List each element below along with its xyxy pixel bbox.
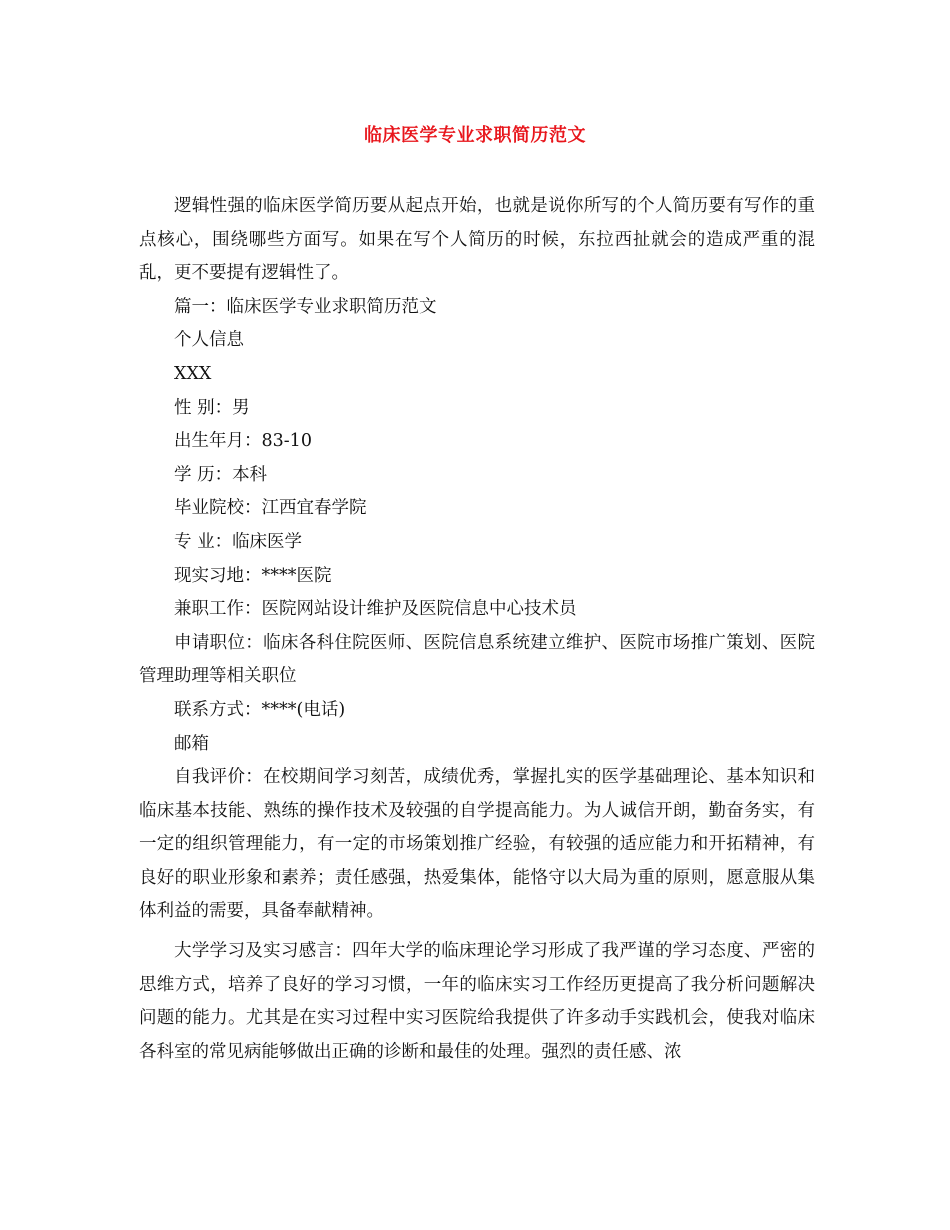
paragraph-position-applied: 申请职位：临床各科住院医师、医院信息系统建立维护、医院市场推广策划、医院管理助理等相关职位 — [139, 632, 815, 687]
document-title: 临床医学专业求职简历范文 — [364, 125, 586, 146]
paragraph-major: 专 业：临床医学 — [174, 531, 303, 552]
paragraph-contact: 联系方式：****(电话) — [174, 699, 346, 720]
paragraph-internship-site: 现实习地：****医院 — [174, 565, 332, 586]
paragraph-self-evaluation: 自我评价：在校期间学习刻苦，成绩优秀，掌握扎实的医学基础理论、基本知识和临床基本技能、熟练的操作技术及较强的自学提高能力。为人诚信开朗，勤奋务实，有一定的组织管理能力，有一定的市场策划推广经验，有较强的适应能力和开拓精神，有良好的职业形象和素养；责任感强，热爱集体，能恪守以大局为重的原则，愿意服从集体利益的需要，具备奉献精神。 — [139, 767, 815, 922]
paragraph-gender: 性 别：男 — [174, 397, 250, 418]
paragraph-birth-date: 出生年月：83-10 — [174, 431, 312, 452]
paragraph-part-time-job: 兼职工作：医院网站设计维护及医院信息中心技术员 — [174, 599, 577, 620]
paragraph-section-heading: 篇一：临床医学专业求职简历范文 — [174, 296, 437, 317]
paragraph-email: 邮箱 — [174, 733, 209, 754]
paragraph-name: XXX — [174, 363, 212, 384]
paragraph-intro: 逻辑性强的临床医学简历要从起点开始，也就是说你所写的个人简历要有写作的重点核心，围绕哪些方面写。如果在写个人简历的时候，东拉西扯就会的造成严重的混乱，更不要提有逻辑性了。 — [139, 196, 815, 284]
paragraph-school: 毕业院校：江西宜春学院 — [174, 498, 367, 519]
paragraph-personal-info-heading: 个人信息 — [174, 330, 244, 351]
paragraph-study-reflection: 大学学习及实习感言：四年大学的临床理论学习形成了我严谨的学习态度、严密的思维方式，培养了良好的学习习惯，一年的临床实习工作经历更提高了我分析问题解决问题的能力。尤其是在实习过程中实习医院给我提供了许多动手实践机会，使我对临床各科室的常见病能够做出正确的诊断和最佳的处理。强烈的责任感、浓 — [139, 941, 815, 1062]
document-body — [139, 190, 815, 1069]
paragraph-education: 学 历：本科 — [174, 464, 268, 485]
